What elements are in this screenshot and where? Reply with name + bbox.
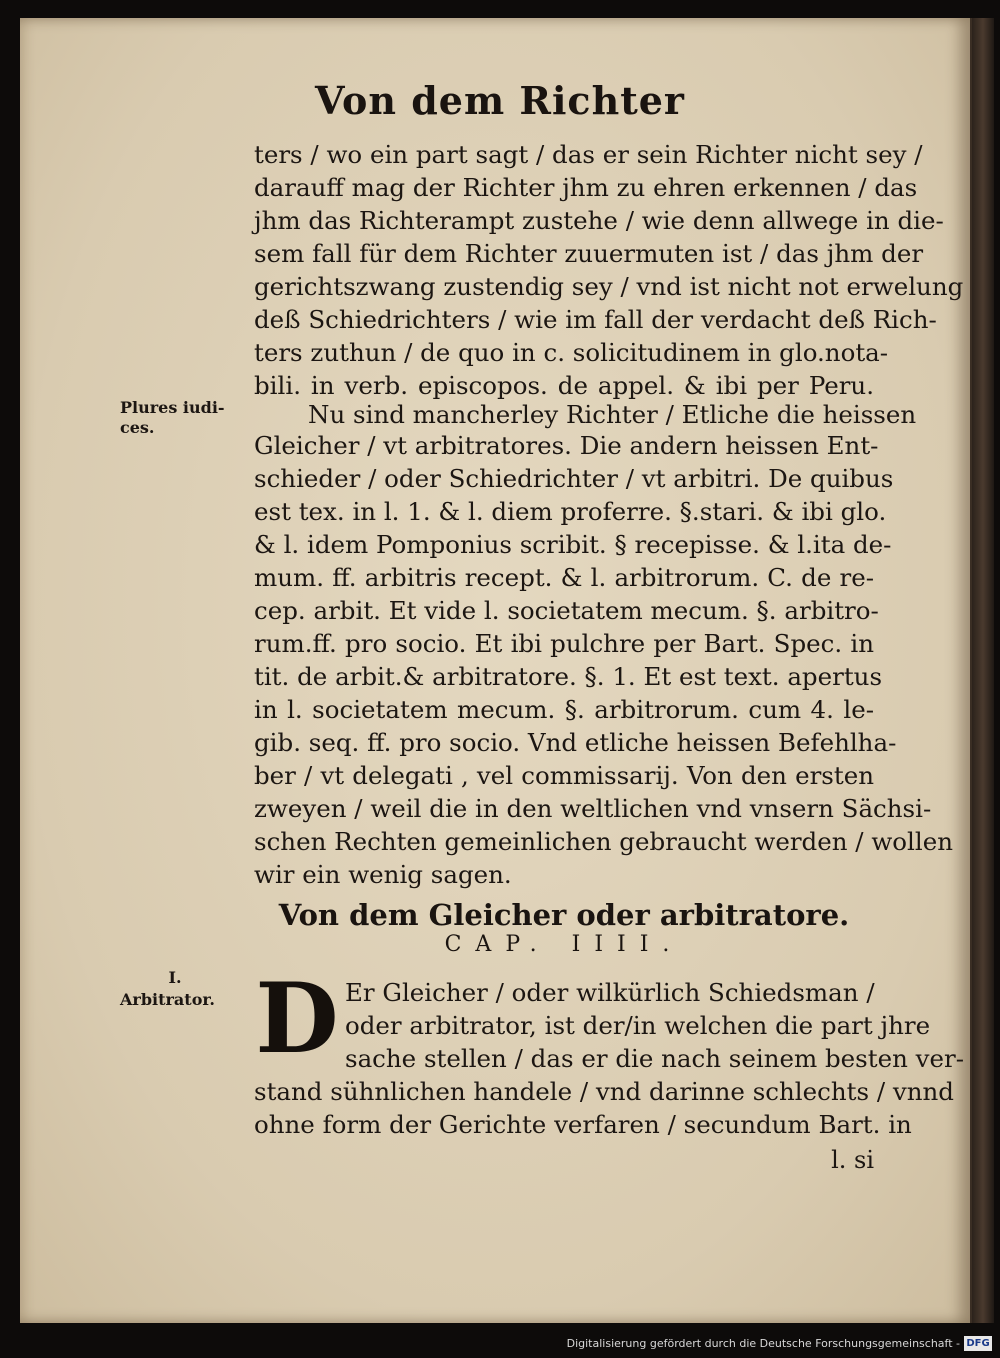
text-line: gib. seq. ff. pro socio. Vnd etliche heissen Befehlha-	[254, 728, 897, 757]
text-line: sem fall für dem Richter zuuermuten ist / das jhm der	[254, 239, 924, 268]
text-line: est tex. in l. 1. & l. diem proferre. §.stari. & ibi glo.	[254, 497, 887, 526]
text-line: & l. idem Pomponius scribit. § recepisse. & l.ita de-	[254, 530, 892, 559]
text-line: ters zuthun / de quo in c. solicitudinem in glo.nota-	[254, 338, 889, 367]
text-line: rum.ff. pro socio. Et ibi pulchre per Bart. Spec. in	[254, 629, 874, 658]
text-line: ohne form der Gerichte verfaren / secundum Bart. in	[254, 1110, 912, 1139]
text-line: Gleicher / vt arbitratores. Die andern heissen Ent-	[254, 431, 879, 460]
text-line: wir ein wenig sagen.	[254, 860, 512, 889]
scan-border	[0, 1323, 1000, 1332]
decorated-initial: D	[255, 962, 339, 1075]
text-line: Er Gleicher / oder wilkürlich Schiedsman /	[345, 978, 875, 1007]
text-line: gerichtszwang zustendig sey / vnd ist nicht not erwelung	[254, 272, 964, 301]
funding-notice: Digitalisierung gefördert durch die Deutsche Forschungsgemeinschaft -	[566, 1337, 960, 1350]
text-line: schieder / oder Schiedrichter / vt arbitri. De quibus	[254, 464, 894, 493]
text-line: stand sühnlichen handele / vnd darinne schlechts / vnnd	[254, 1077, 954, 1106]
text-line: jhm das Richterampt zustehe / wie denn allwege in die-	[254, 206, 944, 235]
text-line: schen Rechten gemeinlichen gebraucht werden / wollen	[254, 827, 954, 856]
section-title: Von dem Gleicher oder arbitratore.	[278, 898, 850, 932]
text-line: zweyen / weil die in den weltlichen vnd vnsern Sächsi-	[254, 794, 932, 823]
dfg-logo[interactable]: DFG	[964, 1336, 992, 1351]
text-line: Nu sind mancherley Richter / Etliche die heissen	[308, 400, 917, 429]
text-line: ters / wo ein part sagt / das er sein Richter nicht sey /	[254, 140, 923, 169]
text-line: ber / vt delegati , vel commissarij. Von den ersten	[254, 761, 874, 790]
chapter-number: CAP. IIII.	[444, 932, 684, 957]
text-line: tit. de arbit.& arbitratore. §. 1. Et est text. apertus	[254, 662, 883, 691]
text-line: sache stellen / das er die nach seinem besten ver-	[345, 1044, 964, 1073]
text-line: mum. ff. arbitris recept. & l. arbitrorum. C. de re-	[254, 563, 874, 592]
running-title: Von dem Richter	[315, 78, 685, 123]
text-line: cep. arbit. Et vide l. societatem mecum. §. arbitro-	[254, 596, 879, 625]
text-line: darauff mag der Richter jhm zu ehren erkennen / das	[254, 173, 918, 202]
margin-note-number: I.	[168, 968, 182, 987]
margin-note-arbitrator: Arbitrator.	[120, 990, 215, 1009]
text-line: deß Schiedrichters / wie im fall der verdacht deß Rich-	[254, 305, 937, 334]
book-spine	[972, 18, 994, 1323]
margin-note-plures: Plures iudi- ces.	[120, 398, 225, 437]
text-line: in l. societatem mecum. §. arbitrorum. cum 4. le-	[254, 695, 874, 724]
text-line: bili. in verb. episcopos. de appel. & ibi per Peru.	[254, 371, 874, 400]
catchword: l. si	[831, 1146, 874, 1174]
footer-bar	[0, 1332, 1000, 1358]
text-line: oder arbitrator, ist der/in welchen die part jhre	[345, 1011, 931, 1040]
